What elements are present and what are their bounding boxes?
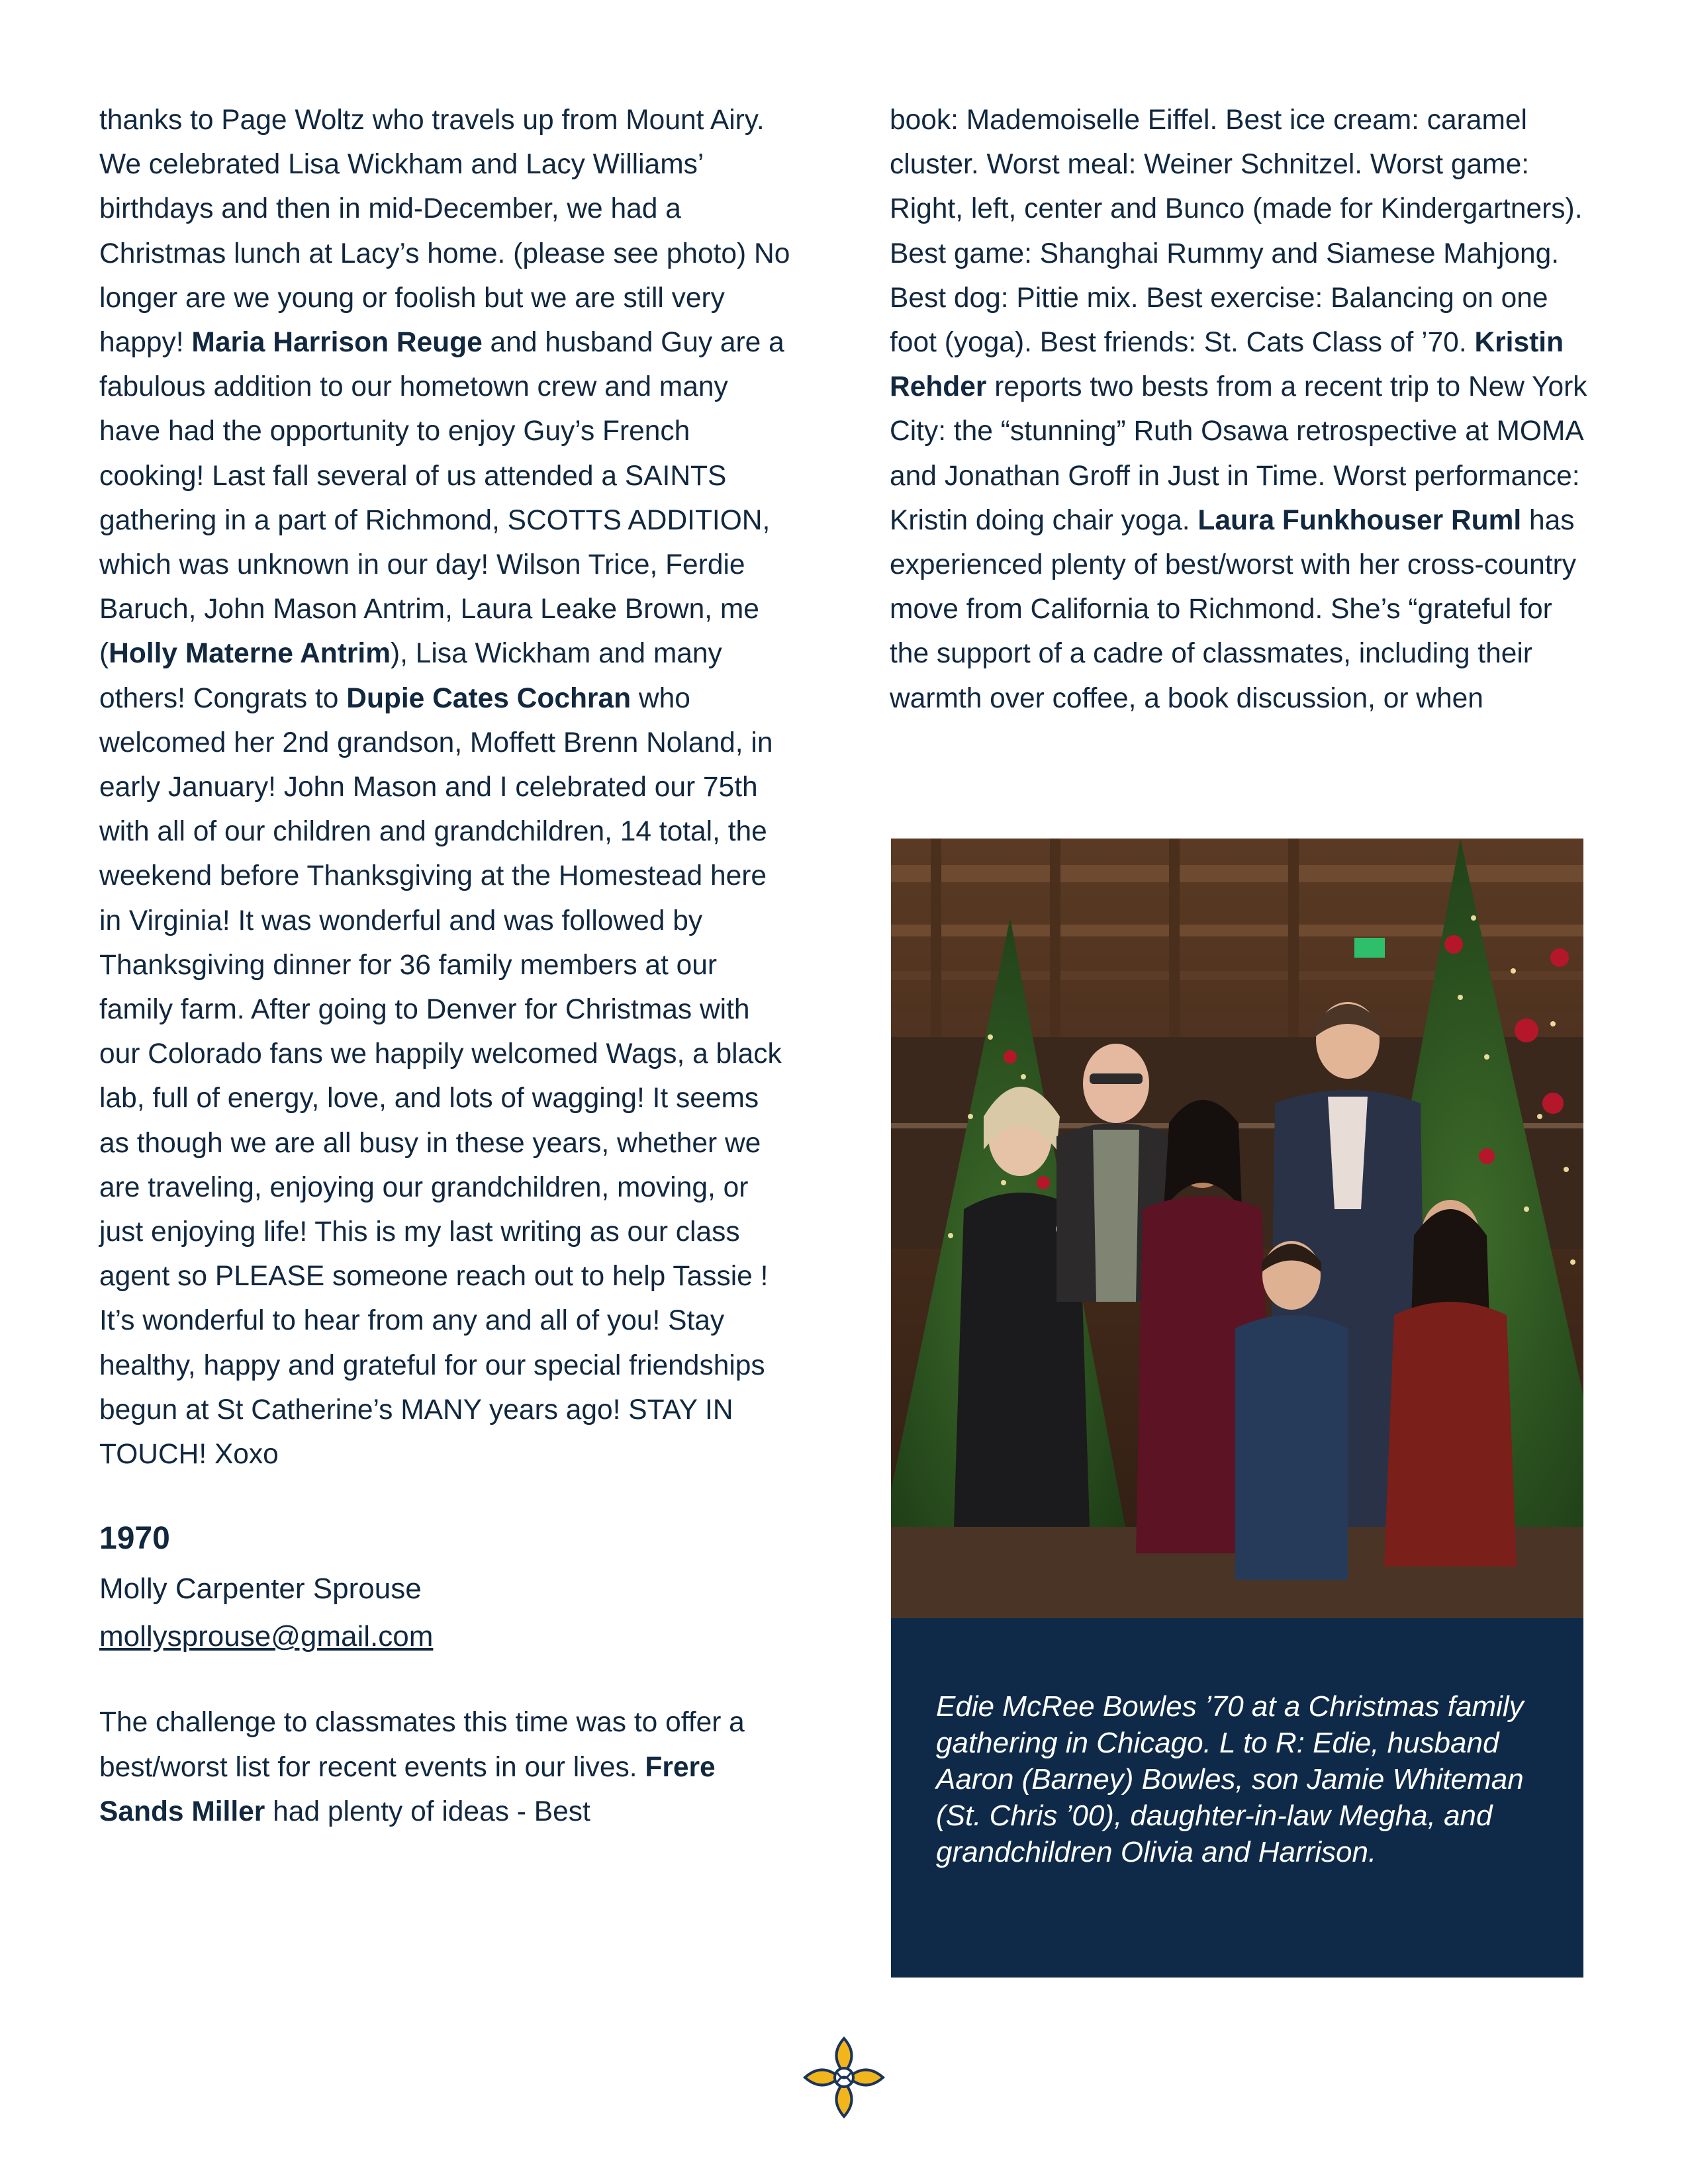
classmate-name: Laura Funkhouser Ruml bbox=[1197, 504, 1522, 536]
photo-caption-box bbox=[891, 1618, 1583, 1978]
class-year-heading: 1970 bbox=[99, 1521, 170, 1557]
body-text: had plenty of ideas - Best bbox=[265, 1796, 590, 1827]
challenge-paragraph bbox=[99, 1700, 791, 1834]
body-text: reports two bests from a recent trip to New York City: the “stunning” Ruth Osawa retrospective at MOMA and Jonathan Groff in Just in Time. Worst performance: Kristin doing chair yoga. bbox=[890, 371, 1587, 536]
right-paragraph bbox=[890, 98, 1598, 721]
family-christmas-photo bbox=[891, 839, 1583, 1618]
classmate-name: Frere Sands Miller bbox=[99, 1751, 716, 1827]
classmate-name: Maria Harrison Reuge bbox=[191, 327, 483, 359]
quatrefoil-logo-icon bbox=[802, 2036, 886, 2119]
body-text: ), Lisa Wickham and many others! Congrats to bbox=[99, 638, 722, 714]
spacer bbox=[99, 1661, 791, 1700]
classmate-name: Kristin Rehder bbox=[890, 327, 1564, 403]
photo-caption: Edie McRee Bowles ’70 at a Christmas family gathering in Chicago. L to R: Edie, husband Aaron (Barney) Bowles, son Jamie Whiteman (St. Chris ’00), daughter-in-law Megha, and grandchildren Olivia and Harrison. bbox=[936, 1690, 1524, 1868]
classmate-name: Holly Materne Antrim bbox=[109, 638, 391, 670]
photo-illustration bbox=[891, 839, 1583, 1618]
body-text: thanks to Page Woltz who travels up from Mount Airy. We celebrated Lisa Wickham and Lacy Williams’ birthdays and then in mid-December, we had a Christmas lunch at Lacy’s home. (please see photo) No longer are we young or foolish but we are still very happy! bbox=[99, 105, 790, 359]
body-text: and husband Guy are a fabulous addition to our hometown crew and many have had the opportunity to enjoy Guy’s French cooking! Last fall several of us attended a SAINTS gathering in a part of Richmond, SCOTTS ADDITION, which was unknown in our day! Wilson Trice, Ferdie Baruch, John Mason Antrim, Laura Leake Brown, me ( bbox=[99, 327, 784, 670]
right-column bbox=[890, 98, 1598, 721]
body-text: who welcomed her 2nd grandson, Moffett Brenn Noland, in early January! John Mason and I celebrated our 75th with all of our children and grandchildren, 14 total, the weekend before Thanksgiving at the Homestead here in Virginia! It was wonderful and was followed by Thanksgiving dinner for 36 family members at our family farm. After going to Denver for Christmas with our Colorado fans we happily welcomed Wags, a black lab, full of energy, love, and lots of wagging! It seems as though we are all busy in these years, whether we are traveling, enjoying our grandchildren, moving, or just enjoying life! This is my last writing as our class agent so PLEASE someone reach out to help Tassie ! It’s wonderful to hear from any and all of you! Stay healthy, happy and grateful for our special friendships begun at St Catherine’s MANY years ago! STAY IN TOUCH! Xoxo bbox=[99, 682, 782, 1471]
intro-paragraph bbox=[99, 98, 791, 1477]
left-column bbox=[99, 98, 791, 1834]
class-agent-email-link[interactable]: mollysprouse@gmail.com bbox=[99, 1620, 434, 1653]
class-agent-name: Molly Carpenter Sprouse bbox=[99, 1572, 422, 1606]
body-text: The challenge to classmates this time was to offer a best/worst list for recent events in our lives. bbox=[99, 1707, 745, 1783]
classmate-name: Dupie Cates Cochran bbox=[346, 682, 632, 714]
body-text: book: Mademoiselle Eiffel. Best ice cream: caramel cluster. Worst meal: Weiner Schnitzel. Worst game: Right, left, center and Bunco (made for Kindergartners). Best game: Shanghai Rummy and Siamese Mahjong. Best dog: Pittie mix. Best exercise: Balancing on one foot (yoga). Best friends: St. Cats Class of ’70. bbox=[890, 105, 1583, 359]
body-text: has experienced plenty of best/worst with her cross-country move from California to Richmond. She’s “grateful for the support of a cadre of classmates, including their warmth over coffee, a book discussion, or when bbox=[890, 504, 1576, 714]
